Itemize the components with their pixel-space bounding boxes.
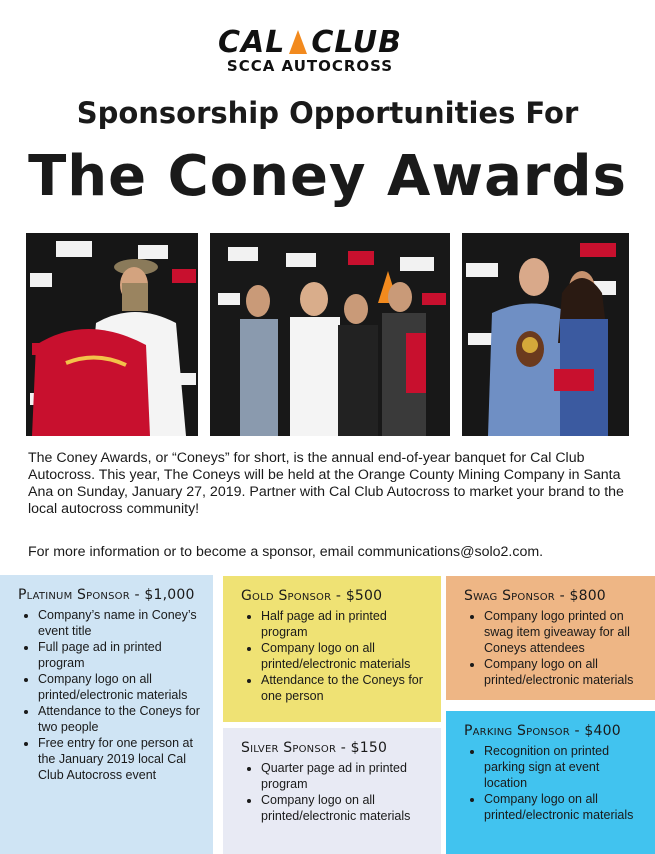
list-item: • Full page ad in printed program bbox=[38, 639, 203, 671]
gold-sponsor-box bbox=[223, 576, 441, 722]
list-item: • Company logo on all printed/electronic materials bbox=[261, 640, 431, 672]
gold-benefits-list bbox=[241, 608, 431, 704]
platinum-sponsor-box bbox=[0, 575, 213, 854]
list-item: • Attendance to the Coneys for one person bbox=[261, 672, 431, 704]
list-item: • Company logo on all printed/electronic materials bbox=[261, 792, 431, 824]
parking-sponsor-box bbox=[446, 711, 655, 854]
photo-group-props bbox=[210, 233, 450, 436]
list-item: • Company logo on all printed/electronic materials bbox=[484, 656, 645, 688]
photo-jacket-winner bbox=[26, 233, 198, 436]
list-item: • Company’s name in Coney’s event title bbox=[38, 607, 203, 639]
logo-text-club: CLUB bbox=[311, 25, 403, 60]
list-item: • Quarter page ad in printed program bbox=[261, 760, 431, 792]
silver-benefits-list bbox=[241, 760, 431, 824]
page-title: The Coney Awards bbox=[28, 144, 627, 209]
list-item: • Free entry for one person at the January 2019 local Cal Club Autocross event bbox=[38, 735, 203, 783]
list-item: • Company logo on all printed/electronic materials bbox=[38, 671, 203, 703]
logo-wordmark bbox=[200, 25, 420, 60]
logo-text-cal: CAL bbox=[217, 25, 286, 60]
swag-sponsor-box bbox=[446, 576, 655, 700]
photo-trophy-presentation bbox=[462, 233, 629, 436]
platinum-sponsor-title: Platinum Sponsor - $1,000 bbox=[18, 587, 195, 603]
list-item: • Recognition on printed parking sign at event location bbox=[484, 743, 645, 791]
list-item: • Company logo printed on swag item giveaway for all Coneys attendees bbox=[484, 608, 645, 656]
list-item: • Company logo on all printed/electronic materials bbox=[484, 791, 645, 823]
gold-sponsor-title: Gold Sponsor - $500 bbox=[241, 588, 383, 604]
traffic-cone-icon bbox=[289, 30, 307, 54]
silver-sponsor-title: Silver Sponsor - $150 bbox=[241, 740, 388, 756]
logo-subtitle: SCCA AUTOCROSS bbox=[226, 57, 394, 75]
parking-benefits-list bbox=[464, 743, 645, 823]
contact-paragraph: For more information or to become a sponsor, email communications@solo2.com. bbox=[28, 544, 544, 560]
swag-sponsor-title: Swag Sponsor - $800 bbox=[464, 588, 606, 604]
silver-sponsor-box bbox=[223, 728, 441, 854]
list-item: • Half page ad in printed program bbox=[261, 608, 431, 640]
parking-sponsor-title: Parking Sponsor - $400 bbox=[464, 723, 621, 739]
platinum-benefits-list bbox=[18, 607, 203, 783]
list-item: • Attendance to the Coneys for two people bbox=[38, 703, 203, 735]
swag-benefits-list bbox=[464, 608, 645, 688]
page-subtitle: Sponsorship Opportunities For bbox=[76, 96, 579, 130]
intro-paragraph: The Coney Awards, or “Coneys” for short, is the annual end-of-year banquet for Cal Club Autocross. This year, The Coneys will be held at the Orange County Mining Company in Santa Ana on Sunday, January 27, 2019. Partner with Cal Club Autocross to market your brand to the local autocross community! bbox=[28, 450, 624, 517]
cal-club-logo bbox=[200, 25, 420, 75]
